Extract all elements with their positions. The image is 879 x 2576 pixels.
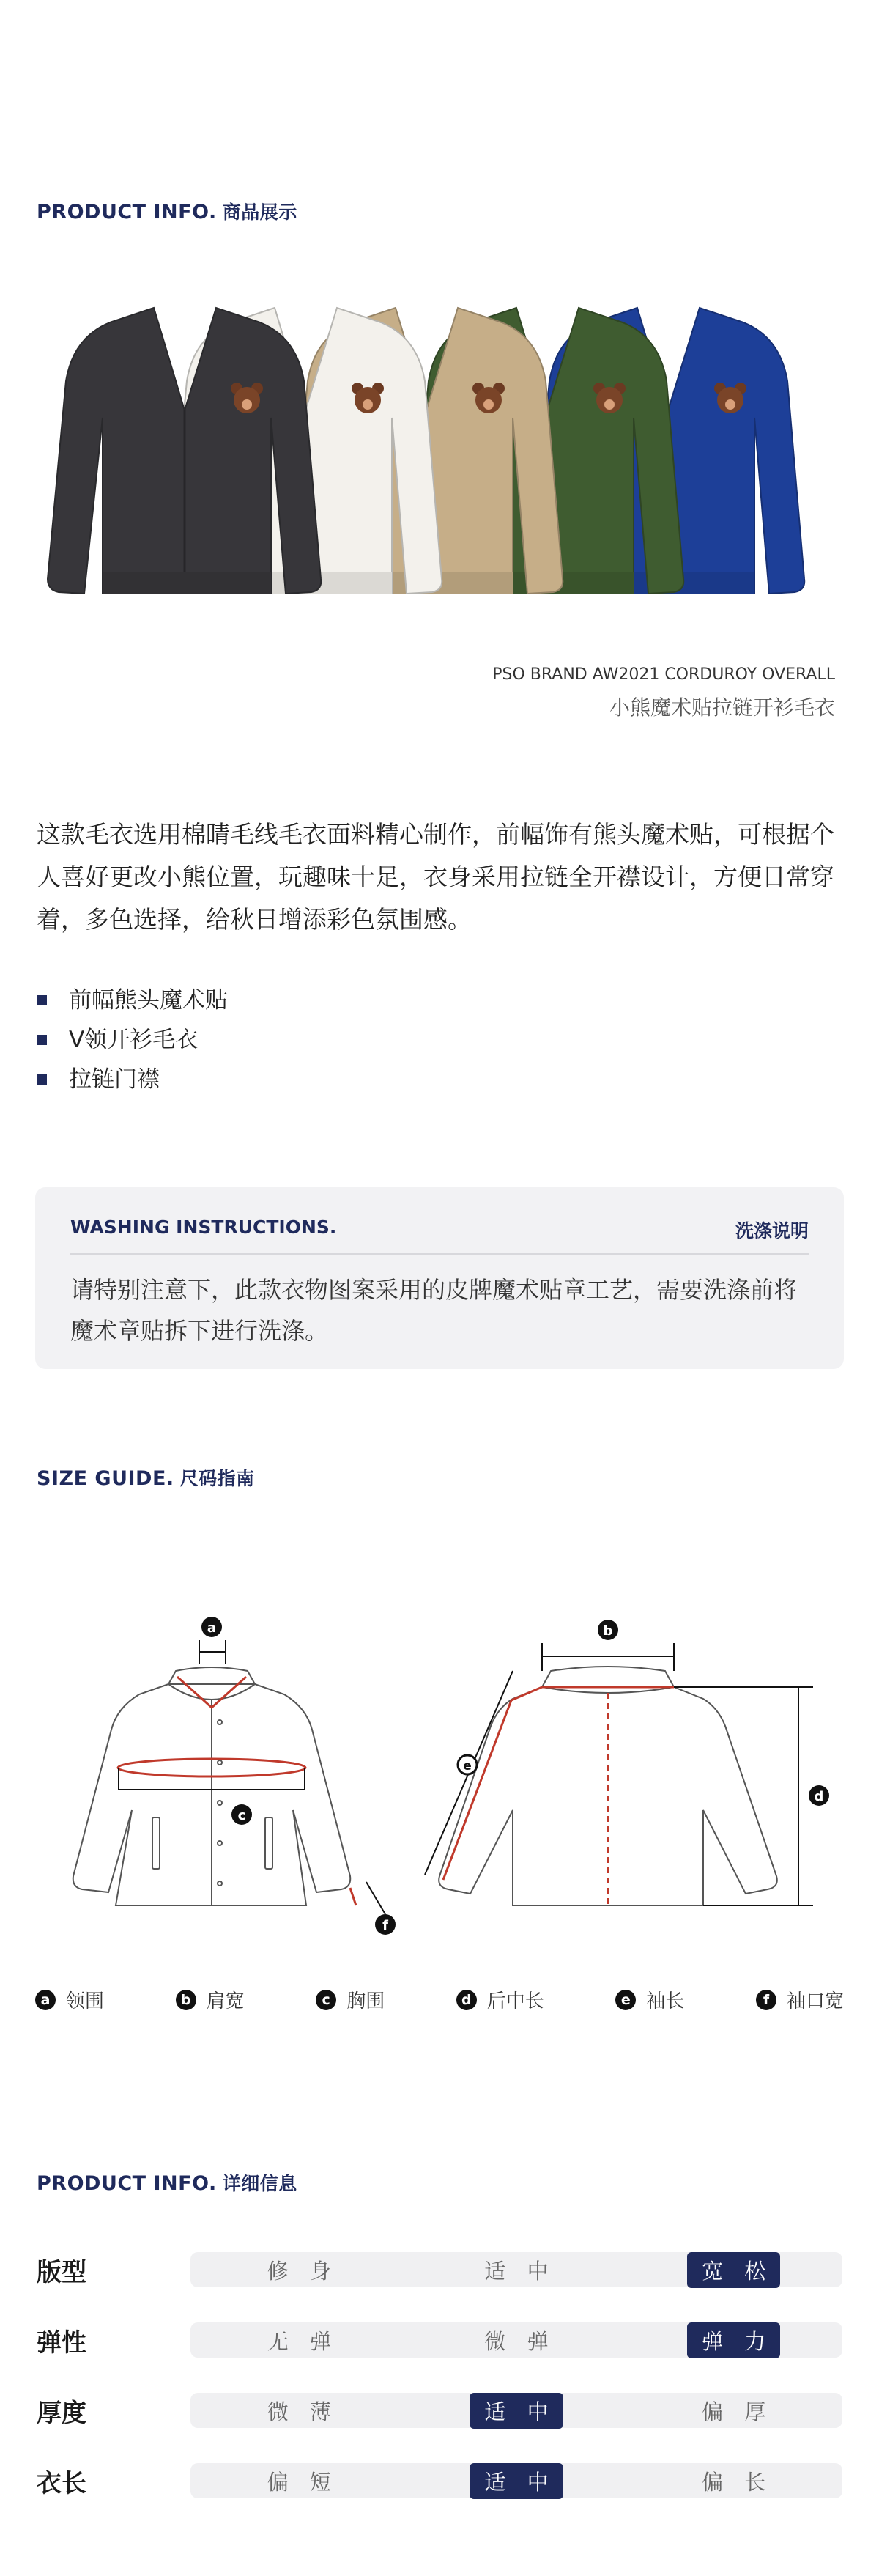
washing-title-cn: 洗涤说明	[735, 1220, 809, 1241]
size-guide-title-en: SIZE GUIDE.	[37, 1467, 174, 1490]
product-info-title-cn: 商品展示	[222, 202, 297, 223]
marker-f-label: f	[382, 1918, 388, 1933]
legend-item: a 领围	[35, 1986, 104, 2013]
legend-item: d 后中长	[456, 1986, 544, 2013]
bullet-square-icon	[37, 1035, 47, 1045]
legend-marker-icon: e	[615, 1990, 636, 2010]
product-photo-lineup	[44, 300, 835, 608]
detail-info-title-cn: 详细信息	[222, 2173, 297, 2194]
legend-item: e 袖长	[615, 1986, 684, 2013]
detail-option: 微 薄	[267, 2399, 338, 2424]
marker-a-label: a	[207, 1620, 217, 1636]
detail-row-fit	[37, 2251, 842, 2288]
product-info-title-en: PRODUCT INFO.	[37, 201, 217, 224]
detail-option: 偏 短	[267, 2469, 338, 2495]
legend-marker-icon: d	[456, 1990, 477, 2010]
detail-option: 弹 力	[625, 2322, 842, 2358]
detail-row-thickness	[37, 2392, 842, 2429]
detail-option: 偏 厚	[702, 2399, 774, 2424]
detail-info-title	[37, 2169, 297, 2196]
front-jacket-outline	[73, 1667, 351, 1905]
cuff-measure-line	[350, 1888, 356, 1905]
detail-option: 宽 松	[625, 2252, 842, 2288]
detail-row-elasticity	[37, 2322, 842, 2358]
legend-marker-icon: f	[756, 1990, 776, 2010]
washing-title-en: WASHING INSTRUCTIONS.	[70, 1217, 337, 1238]
detail-label: 版型	[37, 2257, 86, 2287]
product-description: 这款毛衣选用棉睛毛线毛衣面料精心制作，前幅饰有熊头魔术贴，可根据个人喜好更改小熊位置，玩趣味十足，衣身采用拉链全开襟设计，方便日常穿着，多色选择，给秋日增添彩色氛围感。	[37, 820, 834, 934]
marker-c-label: c	[237, 1808, 246, 1823]
marker-d-label: d	[814, 1789, 824, 1804]
detail-option: 无 弹	[267, 2328, 338, 2354]
size-guide-title-cn: 尺码指南	[179, 1468, 255, 1489]
detail-option: 适 中	[484, 2258, 556, 2284]
product-caption-en: PSO BRAND AW2021 CORDUROY OVERALL	[492, 665, 835, 684]
detail-info-title-en: PRODUCT INFO.	[37, 2172, 217, 2195]
detail-option: 微 弹	[484, 2328, 556, 2354]
back-jacket-outline	[439, 1667, 777, 1905]
detail-option: 偏 长	[702, 2469, 774, 2495]
detail-track	[190, 2252, 842, 2287]
detail-track	[190, 2393, 842, 2428]
detail-option: 适 中	[408, 2463, 626, 2499]
detail-track	[190, 2463, 842, 2498]
legend-marker-icon: a	[35, 1990, 56, 2010]
legend-marker-icon: c	[316, 1990, 336, 2010]
marker-b-label: b	[603, 1623, 613, 1639]
legend-item: c 胸围	[316, 1986, 385, 2013]
size-diagram	[29, 1598, 850, 1942]
detail-label: 衣长	[37, 2468, 86, 2498]
detail-label: 弹性	[37, 2328, 86, 2358]
legend-marker-icon: b	[176, 1990, 196, 2010]
legend-item: b 肩宽	[176, 1986, 245, 2013]
detail-track	[190, 2322, 842, 2358]
washing-instructions-box	[35, 1187, 844, 1369]
product-caption-cn: 小熊魔术贴拉链开衫毛衣	[609, 695, 835, 720]
legend-item: f 袖口宽	[756, 1986, 844, 2013]
marker-e-label: e	[463, 1759, 472, 1774]
feature-list	[37, 981, 228, 1099]
feature-item: 拉链门襟	[37, 1060, 228, 1099]
detail-label: 厚度	[37, 2398, 86, 2428]
detail-option: 修 身	[267, 2258, 338, 2284]
size-guide-title	[37, 1464, 255, 1491]
bullet-square-icon	[37, 1074, 47, 1085]
product-info-title	[37, 198, 297, 224]
feature-item: 前幅熊头魔术贴	[37, 981, 228, 1020]
washing-text: 请特别注意下，此款衣物图案采用的皮牌魔术贴章工艺，需要洗涤前将魔术章贴拆下进行洗涤。	[70, 1276, 798, 1345]
detail-row-length	[37, 2462, 842, 2499]
size-legend	[35, 1986, 844, 2013]
divider	[70, 1253, 809, 1255]
feature-item: V领开衫毛衣	[37, 1020, 228, 1060]
detail-option: 适 中	[408, 2393, 626, 2429]
bullet-square-icon	[37, 995, 47, 1005]
